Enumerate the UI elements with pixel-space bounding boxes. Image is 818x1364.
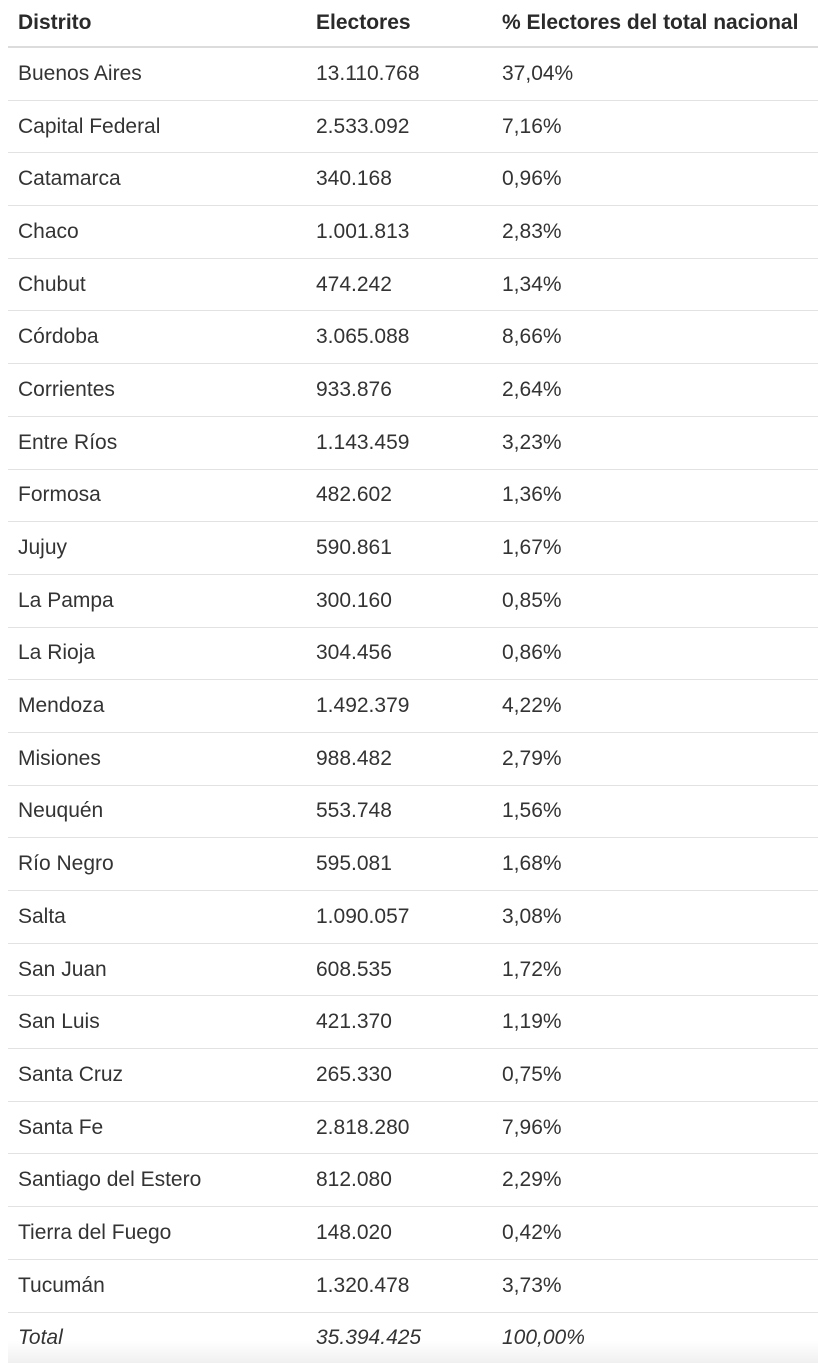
cell-porcentaje: 2,29%: [502, 1168, 562, 1192]
table-row: [8, 891, 818, 944]
cell-electores: 812.080: [316, 1168, 392, 1192]
cell-electores: 1.143.459: [316, 430, 410, 454]
table-row: [8, 996, 818, 1049]
cell-distrito: Santiago del Estero: [18, 1168, 202, 1192]
cell-porcentaje: 2,83%: [502, 219, 562, 243]
cell-distrito: Misiones: [18, 746, 101, 770]
table-total-row: [8, 1313, 818, 1363]
cell-porcentaje: 1,19%: [502, 1010, 562, 1034]
cell-electores: 421.370: [316, 1010, 392, 1034]
cell-distrito: Buenos Aires: [18, 61, 142, 85]
table-row: [8, 1049, 818, 1102]
cell-electores: 590.861: [316, 536, 392, 560]
cell-electores: 1.001.813: [316, 219, 410, 243]
cell-porcentaje: 0,42%: [502, 1220, 562, 1244]
cell-distrito: Chubut: [18, 272, 86, 296]
cell-electores: 2.818.280: [316, 1115, 410, 1139]
table-row: [8, 1154, 818, 1207]
cell-distrito: Tucumán: [18, 1273, 105, 1297]
cell-electores: 304.456: [316, 641, 392, 665]
cell-distrito: Capital Federal: [18, 114, 161, 138]
electors-table: [8, 0, 818, 1363]
cell-porcentaje: 0,86%: [502, 641, 562, 665]
table-row: [8, 417, 818, 470]
cell-porcentaje: 0,75%: [502, 1062, 562, 1086]
cell-porcentaje: 4,22%: [502, 694, 562, 718]
header-distrito: Distrito: [18, 11, 92, 34]
cell-distrito: Formosa: [18, 483, 101, 507]
table-row: [8, 48, 818, 101]
cell-electores: 3.065.088: [316, 325, 410, 349]
cell-electores: 608.535: [316, 957, 392, 981]
cell-distrito: San Juan: [18, 957, 107, 981]
cell-distrito: Entre Ríos: [18, 430, 118, 454]
cell-porcentaje: 1,72%: [502, 957, 562, 981]
cell-electores: 2.533.092: [316, 114, 410, 138]
cell-porcentaje: 3,23%: [502, 430, 562, 454]
cell-electores: 13.110.768: [316, 61, 420, 85]
cell-porcentaje: 1,36%: [502, 483, 562, 507]
cell-electores: 1.492.379: [316, 694, 410, 718]
cell-distrito: Corrientes: [18, 377, 115, 401]
total-electores: 35.394.425: [316, 1325, 422, 1349]
table-row: [8, 575, 818, 628]
cell-porcentaje: 8,66%: [502, 325, 562, 349]
cell-electores: 1.090.057: [316, 904, 410, 928]
cell-porcentaje: 1,67%: [502, 536, 562, 560]
cell-electores: 1.320.478: [316, 1273, 410, 1297]
cell-distrito: San Luis: [18, 1010, 100, 1034]
table-row: [8, 522, 818, 575]
table-row: [8, 628, 818, 681]
cell-distrito: La Rioja: [18, 641, 96, 665]
table-row: [8, 733, 818, 786]
cell-porcentaje: 37,04%: [502, 61, 574, 85]
cell-porcentaje: 7,96%: [502, 1115, 562, 1139]
cell-distrito: Santa Cruz: [18, 1062, 124, 1086]
cell-porcentaje: 3,08%: [502, 904, 562, 928]
cell-porcentaje: 2,64%: [502, 377, 562, 401]
table-row: [8, 101, 818, 154]
table-row: [8, 1260, 818, 1313]
cell-electores: 553.748: [316, 799, 392, 823]
header-electores: Electores: [316, 11, 411, 34]
table-header: [8, 0, 818, 48]
cell-distrito: Santa Fe: [18, 1115, 104, 1139]
cell-distrito: Tierra del Fuego: [18, 1220, 172, 1244]
cell-distrito: Jujuy: [18, 536, 68, 560]
cell-porcentaje: 1,68%: [502, 852, 562, 876]
table-row: [8, 944, 818, 997]
table-row: [8, 1102, 818, 1155]
cell-distrito: Chaco: [18, 219, 79, 243]
table-row: [8, 206, 818, 259]
table-row: [8, 786, 818, 839]
cell-electores: 933.876: [316, 377, 392, 401]
cell-distrito: Salta: [18, 904, 66, 928]
cell-porcentaje: 1,34%: [502, 272, 562, 296]
table-row: [8, 1207, 818, 1260]
cell-porcentaje: 0,96%: [502, 167, 562, 191]
cell-electores: 265.330: [316, 1062, 392, 1086]
cell-electores: 340.168: [316, 167, 392, 191]
total-porcentaje: 100,00%: [502, 1325, 585, 1349]
cell-distrito: La Pampa: [18, 588, 114, 612]
cell-electores: 595.081: [316, 852, 392, 876]
table-row: [8, 680, 818, 733]
cell-distrito: Mendoza: [18, 694, 105, 718]
table-row: [8, 470, 818, 523]
cell-electores: 148.020: [316, 1220, 392, 1244]
cell-electores: 988.482: [316, 746, 392, 770]
cell-distrito: Córdoba: [18, 325, 99, 349]
cell-distrito: Neuquén: [18, 799, 104, 823]
cell-porcentaje: 1,56%: [502, 799, 562, 823]
cell-porcentaje: 2,79%: [502, 746, 562, 770]
table-row: [8, 259, 818, 312]
cell-distrito: Río Negro: [18, 852, 114, 876]
cell-porcentaje: 7,16%: [502, 114, 562, 138]
table-row: [8, 364, 818, 417]
cell-porcentaje: 3,73%: [502, 1273, 562, 1297]
cell-porcentaje: 0,85%: [502, 588, 562, 612]
table-row: [8, 311, 818, 364]
table-row: [8, 838, 818, 891]
total-label: Total: [18, 1325, 63, 1349]
cell-electores: 300.160: [316, 588, 392, 612]
header-porcentaje: % Electores del total nacional: [502, 11, 799, 34]
table-body: [8, 48, 818, 1313]
table-row: [8, 153, 818, 206]
cell-electores: 474.242: [316, 272, 392, 296]
cell-distrito: Catamarca: [18, 167, 121, 191]
cell-electores: 482.602: [316, 483, 392, 507]
